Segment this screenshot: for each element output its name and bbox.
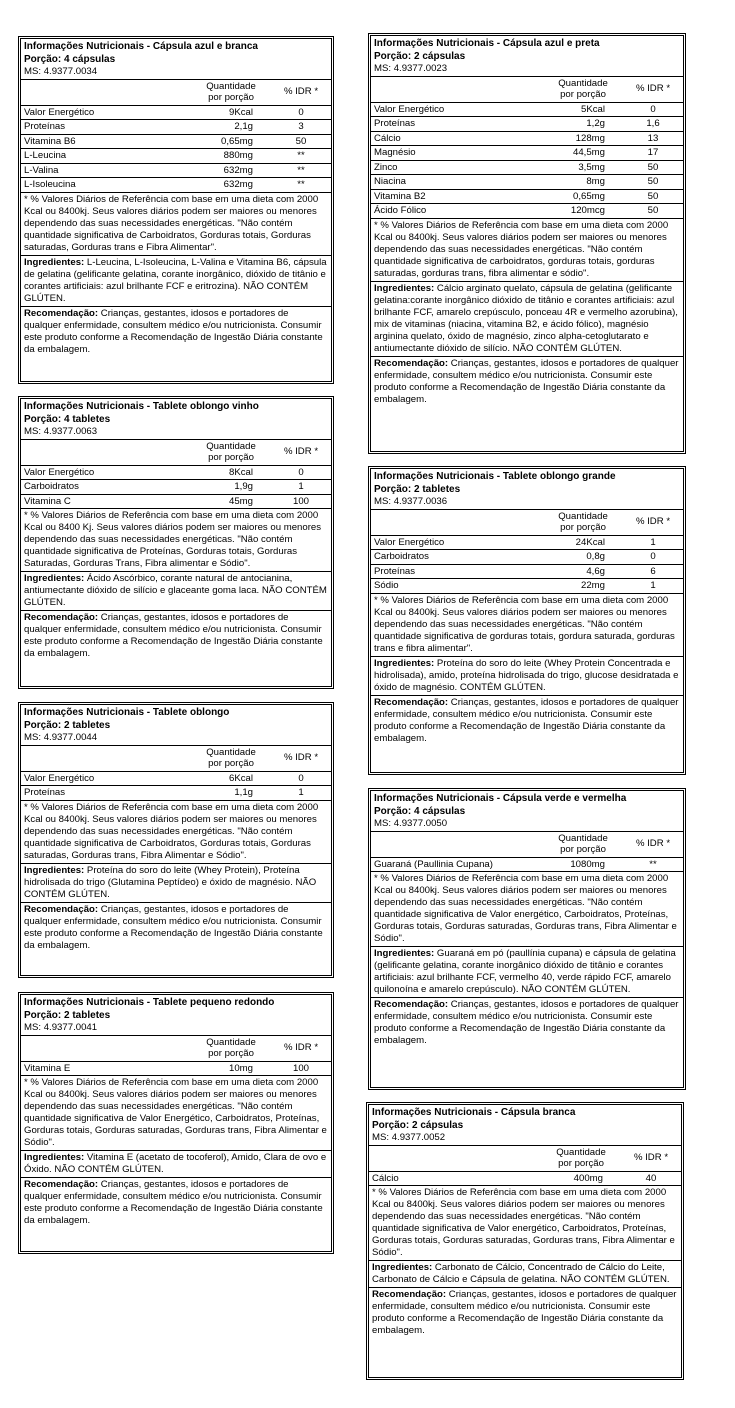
reference-note: * % Valores Diários de Referência com base em uma dieta com 2000 Kcal ou 8400kj. Seus valores diários podem ser maiores ou menores dependendo das suas necessidades energéticas. "Não contém quantidade significativa de carboidratos, gorduras totais, gorduras saturadas, gorduras trans, fibra alimentar e sódio". [371, 219, 683, 282]
nutrient-quantity: 632mg [223, 164, 253, 176]
reference-note: * % Valores Diários de Referência com base em uma dieta com 2000 Kcal ou 8400kj. Seus valores diários podem ser maiores ou menores dependendo das suas necessidades energéticas. "Não contém quantidade significativa de Valor energético, Carboidratos, Proteínas, Gorduras totais, Gorduras saturadas, Gorduras trans, Fibra Alimentar e Sódio". [369, 1186, 681, 1261]
nutrient-name: Magnésio [374, 147, 416, 159]
reference-note: * % Valores Diários de Referência com base em uma dieta com 2000 Kcal ou 8400kj. Seus valores diários podem ser maiores ou menores dependendo das suas necessidades energéticas. "Não contém quantidade significativa de Valor Energético, Carboidratos, Proteínas, Gorduras totais, Gorduras saturadas, Gorduras trans, Fibra Alimentar e Sódio". [21, 1076, 331, 1151]
panel-header [21, 399, 331, 440]
table-header [21, 746, 331, 772]
ingredients-block [371, 947, 683, 998]
nutrient-quantity: 128mg [575, 132, 605, 144]
recommendation-label: Recomendação: [24, 612, 99, 624]
nutrient-name: Valor Energético [374, 536, 445, 548]
nutrient-row [371, 565, 683, 580]
ingredients-block [369, 1261, 681, 1288]
nutrient-quantity: 0,65mg [221, 135, 253, 147]
idr-header: % IDR * [635, 838, 671, 850]
panel-portion: Porção: 2 cápsulas [374, 50, 466, 62]
nutrient-row [21, 772, 331, 787]
panel-portion: Porção: 4 cápsulas [24, 53, 116, 65]
quantity-header: Quantidade por porção [206, 80, 256, 104]
panel-header [371, 469, 683, 510]
nutrient-quantity: 2,1g [234, 121, 253, 133]
ingredients-text: Cálcio arginato quelato, cápsula de gelatina (gelificante gelatina:corante inorgânico dióxido de titânio e corantes artificiais: azul brilhante FCF, amarelo crepúsculo, ponceau 4R e vermelho azorubina), mix de vitaminas (niacina, vitamina B2, e ácido fólico), magnésio arginina quelato, óxido de magnésio, zinco alpha-cetoglutarato e antiumectante dióxido de silício. NÃO CONTÉM GLÚTEN. [374, 282, 678, 354]
ingredients-text: L-Leucina, L-Isoleucina, L-Valina e Vitamina B6, cápsula de gelatina (gelificante gelatina, corante inorgânico, dióxido de titânio e corantes artificiais: azul brilhante FCF e eritrozina). NÃO CONTÉM GLÚTEN. [24, 256, 327, 304]
nutrient-idr: 1,6 [646, 118, 660, 130]
ingredients-label: Ingredientes: [24, 1152, 85, 1164]
nutrient-quantity: 10mg [229, 1062, 253, 1074]
nutrient-name: Carboidratos [24, 481, 79, 493]
nutrient-idr: 1 [650, 536, 656, 548]
nutrient-idr: 50 [647, 205, 659, 217]
nutrient-idr: 40 [645, 1172, 657, 1184]
ingredients-label: Ingredientes: [374, 948, 435, 960]
nutrient-row [21, 178, 331, 193]
nutrient-row [371, 858, 683, 873]
panel-ms-code: MS: 4.9377.0041 [24, 1022, 98, 1033]
panel-title: Informações Nutricionais - Tablete oblongo grande [374, 471, 616, 482]
ingredients-label: Ingredientes: [24, 256, 85, 268]
nutrient-idr: 0 [650, 103, 656, 115]
quantity-header: Quantidade por porção [558, 510, 608, 534]
recommendation-block [369, 1288, 681, 1338]
nutrient-quantity: 3,5mg [578, 161, 605, 173]
ingredients-label: Ingredientes: [24, 864, 85, 876]
nutrient-quantity: 8Kcal [229, 466, 253, 478]
ingredients-text: Vitamina E (acetato de tocoferol), Amido, Clara de ovo e Óxido. NÃO CONTÉM GLÚTEN. [24, 1152, 327, 1176]
nutrient-idr: 17 [647, 147, 659, 159]
nutrient-row [371, 190, 683, 205]
panel-title: Informações Nutricionais - Cápsula azul e branca [24, 41, 258, 52]
idr-header: % IDR * [283, 1042, 319, 1054]
reference-note: * % Valores Diários de Referência com base em uma dieta com 2000 Kcal ou 8400 Kj. Seus valores diários podem ser maiores ou menores dependendo das suas necessidades energéticas. "Não contém quantidade significativa de Proteínas, Gorduras totais, Gorduras Saturadas, Gorduras Trans, Fibra alimentar e Sódio". [21, 509, 331, 572]
panel-title: Informações Nutricionais - Cápsula azul e preta [374, 38, 600, 49]
panel-header [371, 36, 683, 77]
panel-ms-code: MS: 4.9377.0044 [24, 732, 98, 743]
recommendation-label: Recomendação: [372, 1289, 447, 1301]
nutrient-name: Vitamina C [24, 495, 71, 507]
nutrient-row [21, 466, 331, 481]
nutrient-quantity: 45mg [229, 495, 253, 507]
nutrient-idr: 100 [292, 495, 309, 507]
ingredients-label: Ingredientes: [374, 657, 435, 669]
nutrient-row [371, 103, 683, 118]
nutrient-row [369, 1172, 681, 1187]
panel-portion: Porção: 4 cápsulas [374, 805, 466, 817]
quantity-header: Quantidade por porção [558, 77, 608, 101]
recommendation-text: Crianças, gestantes, idosos e portadores de qualquer enfermidade, consultem médico e/ou nutricionista. Consumir este produto conforme a Recomendação de Ingestão Diária constante da embalagem. [24, 903, 323, 951]
reference-note: * % Valores Diários de Referência com base em uma dieta com 2000 Kcal ou 8400kj. Seus valores diários podem ser maiores ou menores dependendo das suas necessidades energéticas. "Não contém quantidade significativa de Valor energético, Carboidratos, Proteínas, Gorduras totais, Gorduras saturadas, Gorduras trans, Fibra Alimentar e Sódio". [371, 872, 683, 947]
nutrient-name: L-Valina [24, 164, 59, 176]
nutrient-row [21, 120, 331, 135]
recommendation-block [21, 903, 331, 953]
nutrient-row [371, 146, 683, 161]
nutrient-quantity: 1,2g [586, 118, 605, 130]
recommendation-label: Recomendação: [374, 696, 449, 708]
panel-header [21, 705, 331, 746]
nutrient-row [371, 132, 683, 147]
nutrient-quantity: 632mg [223, 179, 253, 191]
nutrient-quantity: 44,5mg [573, 147, 605, 159]
panel-portion: Porção: 2 cápsulas [372, 1119, 464, 1131]
nutrient-idr: 50 [295, 135, 307, 147]
nutrient-row [21, 106, 331, 121]
panel-title: Informações Nutricionais - Cápsula branca [372, 1107, 576, 1118]
nutrition-panel [18, 992, 334, 1254]
nutrition-panel [368, 466, 686, 775]
panel-ms-code: MS: 4.9377.0050 [374, 818, 448, 829]
nutrient-idr: 6 [650, 565, 656, 577]
panel-ms-code: MS: 4.9377.0034 [24, 66, 98, 77]
nutrient-row [371, 204, 683, 219]
table-header [371, 77, 683, 103]
recommendation-block [371, 696, 683, 746]
nutrient-name: Cálcio [374, 132, 401, 144]
reference-note: * % Valores Diários de Referência com base em uma dieta com 2000 Kcal ou 8400kj. Seus valores diários podem ser maiores ou menores dependendo das suas necessidades energéticas. "Não contém quantidade significativa de Carboidratos, Gorduras totais, Gorduras saturadas, Gorduras trans e Fibra Alimentar". [21, 193, 331, 256]
nutrient-quantity: 120mcg [570, 205, 605, 217]
nutrient-name: Valor Energético [24, 772, 95, 784]
quantity-header: Quantidade por porção [206, 440, 256, 464]
nutrient-quantity: 24Kcal [575, 536, 605, 548]
panel-ms-code: MS: 4.9377.0036 [374, 496, 448, 507]
table-header [21, 440, 331, 466]
nutrient-row [371, 117, 683, 132]
recommendation-text: Crianças, gestantes, idosos e portadores de qualquer enfermidade, consultem médico e/ou nutricionista. Consumir este produto conforme a Recomendação de Ingestão Diária constante da embalagem. [374, 696, 679, 744]
nutrient-name: Proteínas [24, 787, 66, 799]
nutrient-name: Vitamina B6 [24, 135, 76, 147]
nutrition-panel [18, 396, 334, 689]
nutrient-idr: 1 [650, 580, 656, 592]
quantity-header: Quantidade por porção [206, 746, 256, 770]
nutrient-name: Zinco [374, 161, 398, 173]
recommendation-text: Crianças, gestantes, idosos e portadores de qualquer enfermidade, consultem médico e/ou nutricionista. Consumir este produto conforme a Recomendação de Ingestão Diária constante da embalagem. [374, 999, 679, 1047]
nutrient-quantity: 1,9g [234, 481, 253, 493]
panel-portion: Porção: 4 tabletes [24, 413, 111, 425]
ingredients-text: Guaraná em pó (paullínia cupana) e cápsula de gelatina (gelificante gelatina, corante inorgânico dióxido de titânio e corantes artificiais: azul brilhante FCF, vermelho 40, verde rápido FCF, amarelo quilonoína e amarelo crepúsculo). NÃO CONTÉM GLÚTEN. [374, 948, 676, 996]
ingredients-block [21, 864, 331, 903]
reference-note: * % Valores Diários de Referência com base em uma dieta com 2000 Kcal ou 8400kj. Seus valores diários podem ser maiores ou menores dependendo das suas necessidades energéticas. "Não contém quantidade significativa de gorduras totais, gordura saturada, gorduras trans e fibra alimentar". [371, 594, 683, 657]
panel-header [369, 1105, 681, 1146]
nutrient-quantity: 880mg [223, 150, 253, 162]
ingredients-block [21, 1151, 331, 1178]
idr-header: % IDR * [283, 86, 319, 98]
nutrient-quantity: 22mg [581, 580, 605, 592]
panel-ms-code: MS: 4.9377.0052 [372, 1132, 446, 1143]
ingredients-label: Ingredientes: [24, 573, 85, 585]
reference-note: * % Valores Diários de Referência com base em uma dieta com 2000 Kcal ou 8400kj. Seus valores diários podem ser maiores ou menores dependendo das suas necessidades energéticas. "Não contém quantidade significativa de Carboidratos, Gorduras totais, Gorduras saturadas, Gorduras trans, Fibra Alimentar e Sódio". [21, 801, 331, 864]
nutrient-quantity: 4,6g [586, 565, 605, 577]
nutrition-panel [18, 702, 334, 978]
nutrient-idr: ** [297, 179, 305, 191]
nutrient-idr: ** [297, 164, 305, 176]
nutrient-name: Proteínas [374, 565, 416, 577]
nutrient-idr: 50 [647, 176, 659, 188]
ingredients-text: Proteína do soro do leite (Whey Protein), Proteína hidrolisada do trigo (Glutamina Peptídeo) e óxido de magnésio. NÃO CONTÉM GLÚTEN. [24, 864, 317, 900]
nutrient-name: Cálcio [372, 1172, 399, 1184]
nutrient-name: Valor Energético [24, 106, 95, 118]
quantity-header: Quantidade por porção [556, 1146, 606, 1170]
recommendation-label: Recomendação: [24, 903, 99, 915]
recommendation-label: Recomendação: [374, 357, 449, 369]
nutrient-idr: 0 [650, 551, 656, 563]
nutrient-quantity: 5Kcal [581, 103, 605, 115]
nutrient-idr: 50 [647, 161, 659, 173]
ingredients-text: Ácido Ascórbico, corante natural de antocianina, antiumectante dióxido de silício e glaceante goma laca. NÃO CONTÉM GLÚTEN. [24, 573, 327, 609]
nutrient-idr: 100 [292, 1062, 309, 1074]
nutrient-name: Valor Energético [374, 103, 445, 115]
nutrition-panel [18, 36, 334, 384]
nutrient-row [371, 161, 683, 176]
ingredients-label: Ingredientes: [372, 1262, 433, 1274]
nutrient-idr: 50 [647, 190, 659, 202]
recommendation-text: Crianças, gestantes, idosos e portadores de qualquer enfermidade, consultem médico e/ou nutricionista. Consumir este produto conforme a Recomendação de Ingestão Diária constante da embalagem. [24, 612, 323, 660]
recommendation-block [21, 307, 331, 357]
nutrient-idr: 0 [298, 772, 304, 784]
recommendation-label: Recomendação: [24, 1179, 99, 1191]
nutrient-idr: 1 [298, 481, 304, 493]
panel-title: Informações Nutricionais - Tablete pequeno redondo [24, 997, 275, 1008]
nutrition-panel [366, 1102, 684, 1380]
ingredients-text: Carbonato de Cálcio, Concentrado de Cálcio do Leite, Carbonato de Cálcio e Cápsula de gelatina. NÃO CONTÉM GLÚTEN. [372, 1262, 670, 1286]
quantity-header: Quantidade por porção [206, 1036, 256, 1060]
panel-header [371, 791, 683, 832]
nutrient-row [21, 164, 331, 179]
table-header [21, 1036, 331, 1062]
nutrient-name: Ácido Fólico [374, 205, 427, 217]
nutrient-quantity: 400mg [573, 1172, 603, 1184]
nutrient-row [21, 135, 331, 150]
quantity-header: Quantidade por porção [558, 832, 608, 856]
nutrient-idr: 0 [298, 466, 304, 478]
recommendation-block [21, 1178, 331, 1228]
table-header [371, 832, 683, 858]
nutrient-name: Sódio [374, 580, 399, 592]
table-header [21, 80, 331, 106]
idr-header: % IDR * [633, 1152, 669, 1164]
nutrient-row [371, 550, 683, 565]
panel-portion: Porção: 2 tabletes [374, 483, 461, 495]
panel-ms-code: MS: 4.9377.0063 [24, 426, 98, 437]
nutrient-name: Niacina [374, 176, 406, 188]
nutrient-row [21, 1062, 331, 1077]
nutrition-panel [368, 788, 686, 1090]
nutrient-quantity: 0,65mg [573, 190, 605, 202]
nutrient-quantity: 6Kcal [229, 772, 253, 784]
recommendation-label: Recomendação: [374, 999, 449, 1011]
nutrient-idr: 13 [647, 132, 659, 144]
panel-portion: Porção: 2 tabletes [24, 719, 111, 731]
panel-title: Informações Nutricionais - Tablete oblongo [24, 707, 230, 718]
ingredients-block [371, 657, 683, 696]
nutrient-row [21, 480, 331, 495]
ingredients-block [21, 572, 331, 611]
nutrient-name: Vitamina B2 [374, 190, 426, 202]
nutrient-row [21, 786, 331, 801]
nutrient-name: Proteínas [374, 118, 416, 130]
nutrient-idr: ** [297, 150, 305, 162]
idr-header: % IDR * [635, 83, 671, 95]
recommendation-label: Recomendação: [24, 307, 99, 319]
nutrient-row [371, 579, 683, 594]
idr-header: % IDR * [283, 446, 319, 458]
nutrient-name: Guaraná (Paullinia Cupana) [374, 858, 493, 870]
recommendation-text: Crianças, gestantes, idosos e portadores de qualquer enfermidade, consultem médico e/ou nutricionista. Consumir este produto conforme a Recomendação de Ingestão Diária constante da embalagem. [374, 357, 679, 405]
nutrient-name: L-Leucina [24, 150, 67, 162]
panel-portion: Porção: 2 tabletes [24, 1009, 111, 1021]
ingredients-block [21, 256, 331, 307]
recommendation-text: Crianças, gestantes, idosos e portadores de qualquer enfermidade, consultem médico e/ou nutricionista. Consumir este produto conforme a Recomendação de Ingestão Diária constante da embalagem. [372, 1289, 677, 1337]
nutrient-name: Carboidratos [374, 551, 429, 563]
nutrient-quantity: 8mg [586, 176, 605, 188]
nutrient-idr: 3 [298, 121, 304, 133]
panel-title: Informações Nutricionais - Cápsula verde e vermelha [374, 793, 627, 804]
nutrient-idr: 0 [298, 106, 304, 118]
nutrient-quantity: 9Kcal [229, 106, 253, 118]
panel-header [21, 995, 331, 1036]
nutrition-panel [368, 33, 686, 454]
nutrient-quantity: 0,8g [586, 551, 605, 563]
nutrient-name: L-Isoleucina [24, 179, 76, 191]
table-header [371, 510, 683, 536]
ingredients-block [371, 282, 683, 357]
recommendation-block [371, 357, 683, 407]
recommendation-text: Crianças, gestantes, idosos e portadores de qualquer enfermidade, consultem médico e/ou nutricionista. Consumir este produto conforme a Recomendação de Ingestão Diária constante da embalagem. [24, 307, 323, 355]
nutrient-name: Valor Energético [24, 466, 95, 478]
panel-title: Informações Nutricionais - Tablete oblongo vinho [24, 401, 259, 412]
ingredients-label: Ingredientes: [374, 282, 435, 294]
panel-ms-code: MS: 4.9377.0023 [374, 63, 448, 74]
nutrient-quantity: 1,1g [234, 787, 253, 799]
nutrient-row [21, 149, 331, 164]
nutrient-idr: 1 [298, 787, 304, 799]
idr-header: % IDR * [635, 516, 671, 528]
nutrient-name: Vitamina E [24, 1062, 71, 1074]
nutrient-row [371, 536, 683, 551]
panel-header [21, 39, 331, 80]
nutrient-quantity: 1080mg [570, 858, 605, 870]
table-header [369, 1146, 681, 1172]
nutrient-row [371, 175, 683, 190]
recommendation-block [21, 611, 331, 661]
ingredients-text: Proteína do soro do leite (Whey Protein Concentrada e hidrolisada), amido, proteína hidrolisada do trigo, glucose desidratada e óxido de magnésio. CONTÉM GLÚTEN. [374, 657, 679, 693]
nutrient-idr: ** [649, 858, 657, 870]
recommendation-block [371, 998, 683, 1048]
nutrient-row [21, 495, 331, 510]
nutrient-name: Proteínas [24, 121, 66, 133]
idr-header: % IDR * [283, 752, 319, 764]
recommendation-text: Crianças, gestantes, idosos e portadores de qualquer enfermidade, consultem médico e/ou nutricionista. Consumir este produto conforme a Recomendação de Ingestão Diária constante da embalagem. [24, 1179, 323, 1227]
